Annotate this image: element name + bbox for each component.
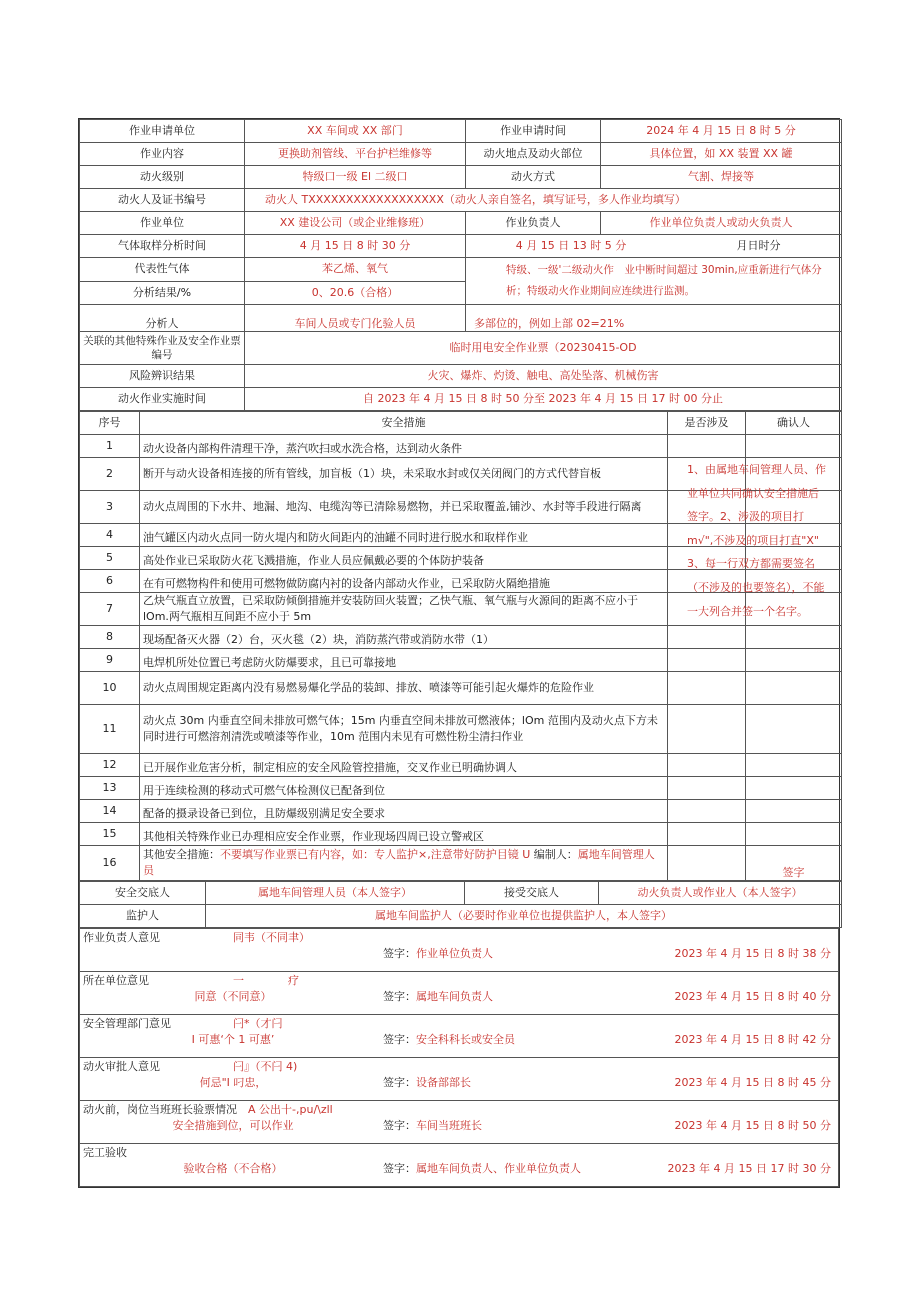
measure-involve-cell[interactable] <box>668 649 746 672</box>
analysis-label: 分析结果/% <box>80 281 245 305</box>
measure-confirm-cell[interactable] <box>746 672 842 705</box>
confirm-note: 1、由属地车间管理人员、作业单位共同确认安全措施后签字。2、涉汲的项目打 m√",不涉及的项目打直"X" 3、每一行双方都需要签名（不涉及的也要签名），不能一大列合并签一个名字。 <box>687 463 830 618</box>
analyst-value[interactable]: 车间人员或专门化验人员 <box>245 305 466 332</box>
receiver-value[interactable]: 动火负责人或作业人（本人签字） <box>599 882 842 905</box>
opinion-result[interactable]: I 可惠‘个 1 可惠’ <box>191 1033 275 1046</box>
guard-label: 监护人 <box>80 905 206 928</box>
opinion-label: 安全管理部门意见 <box>83 1017 171 1030</box>
opinion-row <box>80 1058 839 1101</box>
measure-involve-cell[interactable] <box>668 672 746 705</box>
hot-work-permit-form <box>78 118 840 1188</box>
measure-row <box>80 754 842 777</box>
measure-no: 16 <box>80 846 140 881</box>
measure-confirm-cell[interactable] <box>746 823 842 846</box>
measure-row <box>80 626 842 649</box>
opinion-row <box>80 1015 839 1058</box>
measure-16-text <box>140 846 668 881</box>
content-value[interactable]: 更换助剂管线、平台护栏维修等 <box>245 143 466 166</box>
measure-text: 电焊机所处位置已考虑防火防爆要求，且已可靠接地 <box>140 649 668 672</box>
measure-confirm-cell[interactable] <box>746 754 842 777</box>
opinion-cell <box>80 1144 839 1187</box>
measure-text: 动火点 30m 内垂直空间未排放可燃气体；15m 内垂直空间未排放可燃液体；lOm 范围内及动火点下方未同时进行可燃溶剂清洗或喷漆等作业，10m 范围内未见有可燃性粉尘清扫作业 <box>140 705 668 754</box>
measure-16-involve[interactable] <box>668 846 746 881</box>
opinion-result[interactable]: 何忌"I 叼忠， <box>199 1076 267 1089</box>
measure-text: 已开展作业危害分析，制定相应的安全风险管控措施，交叉作业已明确协调人 <box>140 754 668 777</box>
opinion-label: 作业负责人意见 <box>83 931 160 944</box>
sign-time[interactable]: 2023 年 4 月 15 日 17 时 30 分 <box>667 1162 831 1175</box>
rep-gas-label: 代表性气体 <box>80 258 245 282</box>
sign-value[interactable]: 安全科科长或安全员 <box>416 1033 515 1046</box>
sign-label: 签字： <box>383 1033 416 1046</box>
writer-label: 编制人： <box>533 848 578 861</box>
measure-row <box>80 705 842 754</box>
measure-row <box>80 672 842 705</box>
giver-value[interactable]: 属地车间管理人员（本人签字） <box>206 882 465 905</box>
measures-head-no: 序号 <box>80 412 140 435</box>
measure-confirm-cell[interactable] <box>746 626 842 649</box>
opinion-rows <box>80 929 839 1187</box>
sign-value[interactable]: 设备部部长 <box>416 1076 471 1089</box>
gas-time-2[interactable]: 4 月 15 日 13 时 5 分 <box>515 239 627 252</box>
apply-unit-value[interactable]: XX 车间或 XX 部门 <box>245 120 466 143</box>
measure-row <box>80 777 842 800</box>
gas-time-3[interactable]: 月日时分 <box>736 239 781 252</box>
person-label: 动火人及证书编号 <box>80 189 245 212</box>
handover-table <box>79 881 842 928</box>
period-label: 动火作业实施时间 <box>80 388 245 411</box>
measure-no: 3 <box>80 491 140 524</box>
giver-label: 安全交底人 <box>80 882 206 905</box>
work-unit-value[interactable]: XX 建设公司（或企业维修班） <box>245 212 466 235</box>
apply-time-value[interactable]: 2024 年 4 月 15 日 8 时 5 分 <box>601 120 842 143</box>
level-value[interactable]: 特级口一级 El 二级口 <box>245 166 466 189</box>
sign-label: 签字： <box>383 990 416 1003</box>
sign-time[interactable]: 2023 年 4 月 15 日 8 时 42 分 <box>674 1033 831 1046</box>
measure-text: 在有可燃物构件和使用可燃物做防腐内衬的设备内部动火作业，已采取防火隔绝措施 <box>140 570 668 593</box>
opinion-label: 完工验收 <box>83 1146 127 1159</box>
related-value[interactable]: 临时用电安全作业票（20230415-OD <box>245 332 842 365</box>
sign-value[interactable]: 车间当班班长 <box>416 1119 482 1132</box>
gas-time-1[interactable]: 4 月 15 日 8 时 30 分 <box>245 235 466 258</box>
leader-value[interactable]: 作业单位负责人或动火负责人 <box>601 212 842 235</box>
measure-involve-cell[interactable] <box>668 435 746 458</box>
opinion-cell <box>80 1015 839 1058</box>
level-label: 动火级别 <box>80 166 245 189</box>
method-label: 动火方式 <box>466 166 601 189</box>
measure-row <box>80 800 842 823</box>
measure-text: 高处作业已采取防火花飞溅措施，作业人员应佩戴必要的个体防护装备 <box>140 547 668 570</box>
measure-no: 13 <box>80 777 140 800</box>
sign-label: 签字： <box>383 1162 416 1175</box>
opinion-result[interactable]: 同意（不同意） <box>194 990 272 1003</box>
opinion-check[interactable]: 闩*（才闩 <box>233 1017 283 1030</box>
measure-row <box>80 823 842 846</box>
measure-involve-cell[interactable] <box>668 705 746 754</box>
sign-time[interactable]: 2023 年 4 月 15 日 8 时 45 分 <box>674 1076 831 1089</box>
measure-text: 乙炔气瓶直立放置，已采取防倾倒措施并安装防回火装置；乙快气瓶、氧气瓶与火源间的距离不应小于 lOm.两气瓶相互间距不应小于 5m <box>140 593 668 626</box>
measures-head-confirm: 确认人 <box>746 412 842 435</box>
measure-involve-cell[interactable] <box>668 777 746 800</box>
opinion-result[interactable]: 验收合格（不合格） <box>183 1162 283 1175</box>
risk-label: 风险辨识结果 <box>80 365 245 388</box>
measure-involve-cell[interactable] <box>668 823 746 846</box>
receiver-label: 接受交底人 <box>465 882 599 905</box>
measure-no: 8 <box>80 626 140 649</box>
measure-no: 10 <box>80 672 140 705</box>
leader-label: 作业负责人 <box>466 212 601 235</box>
permit-header-table <box>79 119 842 411</box>
measure-confirm-cell[interactable] <box>746 705 842 754</box>
measure-text: 动火设备内部构件清理干净，蒸汽吹扫或水洗合格，达到动火条件 <box>140 435 668 458</box>
opinion-row <box>80 972 839 1015</box>
period-value[interactable]: 自 2023 年 4 月 15 日 8 时 50 分至 2023 年 4 月 15 日 17 时 00 分止 <box>245 388 842 411</box>
work-unit-label: 作业单位 <box>80 212 245 235</box>
opinion-cell <box>80 1058 839 1101</box>
sign-value[interactable]: 属地车间负责人、作业单位负责人 <box>416 1162 581 1175</box>
measure-no: 11 <box>80 705 140 754</box>
opinion-check[interactable]: 同韦（不同聿） <box>233 931 310 944</box>
content-label: 作业内容 <box>80 143 245 166</box>
measure-text: 油气罐区内动火点同一防火堤内和防火间距内的油罐不同时进行脱水和取样作业 <box>140 524 668 547</box>
analysis-value[interactable]: 0、20.6（合格） <box>245 281 466 305</box>
measure-confirm-cell[interactable] <box>746 649 842 672</box>
opinion-cell <box>80 929 839 972</box>
measures-head-involve: 是否涉及 <box>668 412 746 435</box>
opinion-result[interactable]: 安全措施到位，可以作业 <box>172 1119 294 1132</box>
measure-no: 9 <box>80 649 140 672</box>
guard-value[interactable]: 属地车间监护人（必要时作业单位也提供监护人，本人签字） <box>206 905 842 928</box>
measure-no: 14 <box>80 800 140 823</box>
opinions-table <box>79 928 839 1187</box>
measure-confirm-cell[interactable] <box>746 777 842 800</box>
opinion-row <box>80 1144 839 1187</box>
opinion-check[interactable]: 一 疗 <box>233 974 299 987</box>
analyst-label: 分析人 <box>80 305 245 332</box>
sign-label: 签字： <box>383 1076 416 1089</box>
opinion-result[interactable] <box>83 947 383 961</box>
method-value[interactable]: 气割、焊接等 <box>601 166 842 189</box>
opinion-label: 动火审批人意见 <box>83 1060 160 1073</box>
measure-confirm-cell[interactable] <box>746 435 842 458</box>
measure-involve-cell[interactable] <box>668 754 746 777</box>
related-label: 关联的其他特殊作业及安全作业票编号 <box>80 332 245 365</box>
gas-time-rest <box>466 235 842 258</box>
measures-head-measure: 安全措施 <box>140 412 668 435</box>
measure-row <box>80 435 842 458</box>
measure-no: 12 <box>80 754 140 777</box>
measure-16-sign[interactable]: 签字 <box>746 846 842 881</box>
location-label: 动火地点及动火部位 <box>466 143 601 166</box>
opinion-check[interactable]: A 公出十-,pu∕\zll <box>248 1103 333 1116</box>
measure-no: 6 <box>80 570 140 593</box>
opinion-cell <box>80 972 839 1015</box>
measure-text: 用于连续检测的移动式可燃气体检测仪已配备到位 <box>140 777 668 800</box>
gas-note: 特级、一级'二级动火作 业中断时间超过 30min,应重新进行气体分析；特级动火作业期间应连续进行监测。 <box>466 258 842 305</box>
measure-row <box>80 649 842 672</box>
measure-no: 1 <box>80 435 140 458</box>
risk-value[interactable]: 火灾、爆炸、灼烫、触电、高处坠落、机械伤害 <box>245 365 842 388</box>
person-value[interactable]: 动火人 TXXXXXXXXXXXXXXXXXX（动火人亲自签名，填写证号，多人作业均填写） <box>245 189 842 212</box>
sign-label: 签字： <box>383 1119 416 1132</box>
measure-no: 4 <box>80 524 140 547</box>
sign-time[interactable]: 2023 年 4 月 15 日 8 时 50 分 <box>674 1119 831 1132</box>
sign-time[interactable]: 2023 年 4 月 15 日 8 时 38 分 <box>674 947 831 960</box>
measure-text: 断开与动火设备相连接的所有管线，加盲板（1）块，未采取水封或仅关闭阀门的方式代替盲板 <box>140 458 668 491</box>
apply-time-label: 作业申请时间 <box>466 120 601 143</box>
measure-16-prefix: 其他安全措施： <box>143 848 220 861</box>
measure-no: 2 <box>80 458 140 491</box>
opinion-label: 动火前，岗位当班班长验票情况 <box>83 1103 237 1116</box>
sign-label: 签字： <box>383 947 416 960</box>
sign-value[interactable]: 属地车间负责人 <box>416 990 493 1003</box>
rep-gas-value[interactable]: 苯乙烯、氧气 <box>245 258 466 282</box>
measure-involve-cell[interactable] <box>668 626 746 649</box>
measure-confirm-cell[interactable] <box>746 800 842 823</box>
multi-note: 多部位的，例如上部 02=21% <box>466 305 842 332</box>
measure-text: 动火点周围规定距离内没有易燃易爆化学品的装卸、排放、喷漆等可能引起火爆炸的危险作业 <box>140 672 668 705</box>
measure-text: 现场配备灭火器（2）台，灭火毯（2）块，消防蒸汽带或消防水带（1） <box>140 626 668 649</box>
apply-unit-label: 作业申请单位 <box>80 120 245 143</box>
opinion-cell <box>80 1101 839 1144</box>
opinion-row <box>80 1101 839 1144</box>
measure-text: 动火点周围的下水井、地漏、地沟、电缆沟等已清除易燃物，并已采取覆盖,铺沙、水封等手段进行隔离 <box>140 491 668 524</box>
measure-no: 15 <box>80 823 140 846</box>
writer-value[interactable]: 属地车间管理人员 <box>143 848 655 877</box>
location-value[interactable]: 具体位置，如 XX 装置 XX 罐 <box>601 143 842 166</box>
measure-involve-cell[interactable] <box>668 800 746 823</box>
measure-text: 配备的摄录设备已到位，且防爆级别满足安全要求 <box>140 800 668 823</box>
measure-text: 其他相关特殊作业已办理相应安全作业票，作业现场四周已设立警戒区 <box>140 823 668 846</box>
opinion-check[interactable]: 闩』（不闩 4) <box>233 1060 298 1073</box>
measure-16-hint: 不要填写作业票已有内容，如：专人监护×,注意带好防护目镜 U <box>220 848 531 861</box>
measure-no: 7 <box>80 593 140 626</box>
opinion-row <box>80 929 839 972</box>
sign-value[interactable]: 作业单位负责人 <box>416 947 493 960</box>
sign-time[interactable]: 2023 年 4 月 15 日 8 时 40 分 <box>674 990 831 1003</box>
opinion-label: 所在单位意见 <box>83 974 149 987</box>
gas-time-label: 气体取样分析时间 <box>80 235 245 258</box>
measure-no: 5 <box>80 547 140 570</box>
